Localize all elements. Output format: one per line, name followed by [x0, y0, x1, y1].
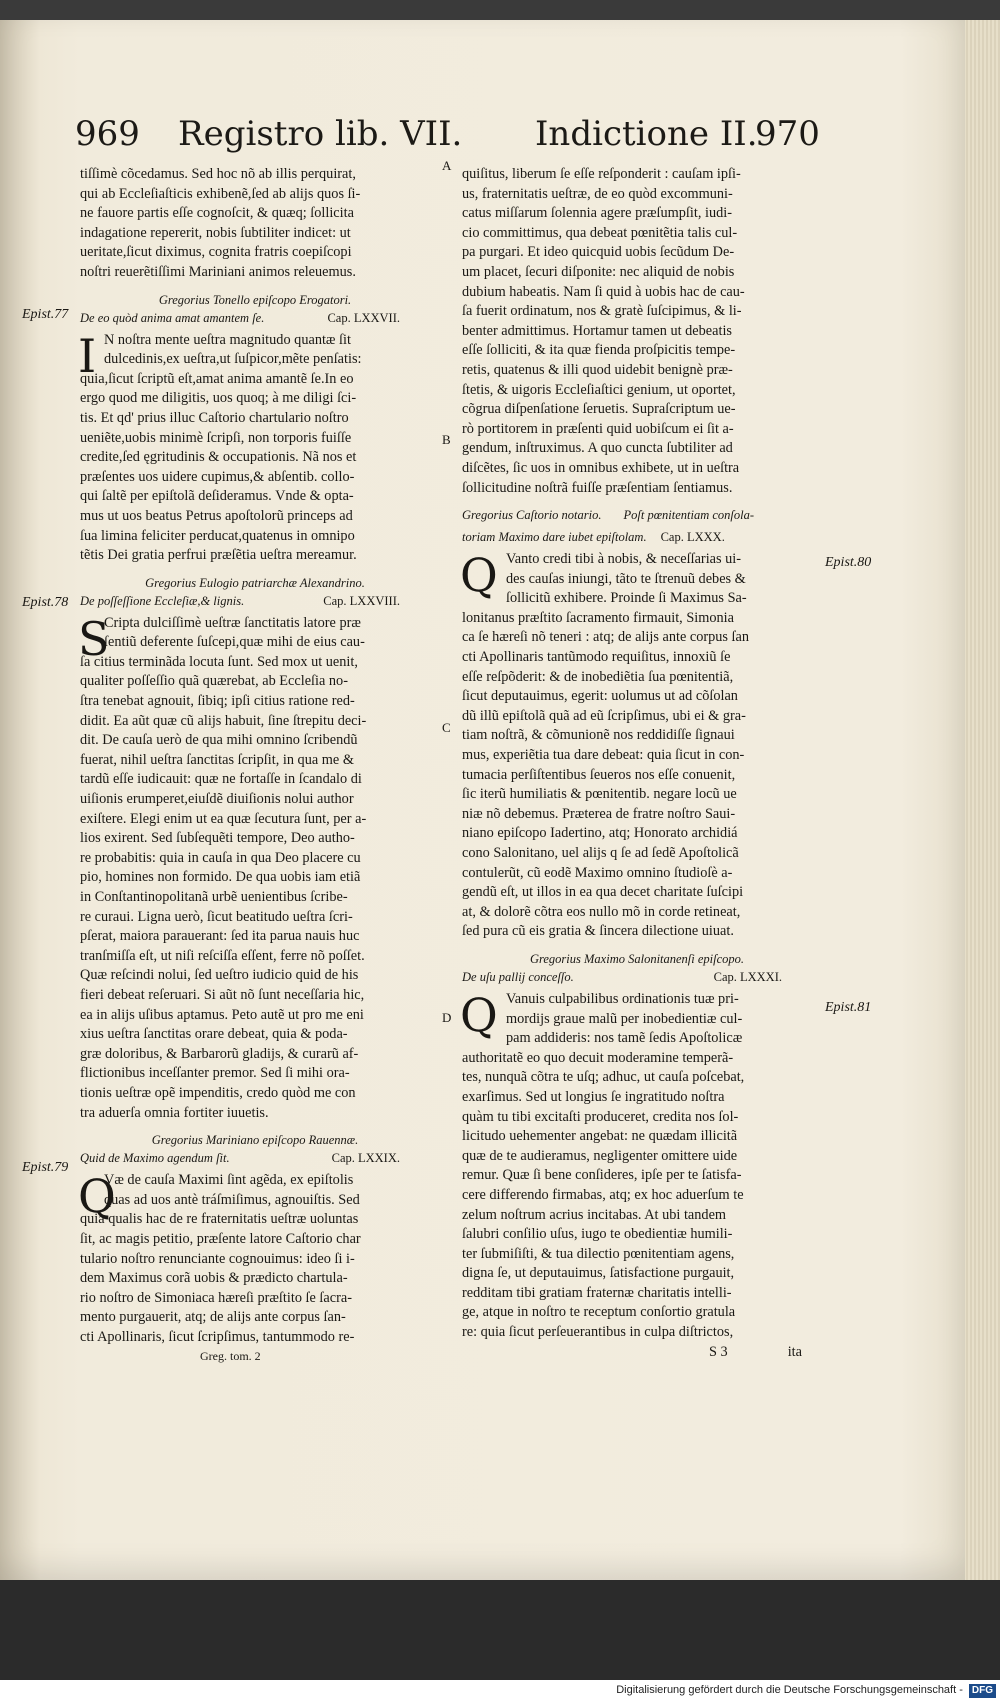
text-line: ſalubri conſilio uſus, iugo te obedientiæ humili-: [462, 1226, 733, 1243]
text-line: ſed pura cũ eis gratia & ſincera dilectione uiuat.: [462, 923, 734, 940]
text-line: tes, nunquã cõtra te uſq; adhuc, ut cauſa poſcebat,: [462, 1069, 745, 1086]
text-line: Vanuis culpabilibus ordinationis tuæ pri-: [506, 990, 739, 1007]
section-mark-b: B: [442, 432, 451, 447]
text-line: qui ab Eccleſiaſticis exhibenẽ,ſed ab alijs quos ſi-: [80, 185, 361, 202]
text-line: tra aduerſa omnia fortiter iuuetis.: [80, 1104, 269, 1121]
text-line: remur. Quæ ſi bene conſideres, ipſe per te ſatisfa-: [462, 1167, 742, 1184]
text-line: cere differendo firmabas, atq; ex hoc aduerſum te: [462, 1186, 744, 1203]
text-line: quiſitus, liberum ſe eſſe reſponderit : cauſam ipſi-: [462, 166, 741, 182]
page-foot-row: [462, 1343, 812, 1363]
text-line: retis, quatenus & illi quod uidebit benignè præ-: [462, 361, 733, 378]
text-line: dit. De cauſa uerò de qua mihi omnino ſcribendũ: [80, 732, 358, 749]
drop-cap: Q: [460, 548, 498, 603]
letter-79-subject: Quid de Maximo agendum ſit.: [80, 1151, 230, 1166]
letter-78-body: [78, 611, 430, 1123]
letter-80-subject-row: [462, 528, 812, 546]
text-line: exiſtere. Elegi enim ut ea quæ ſecutura ſunt, per a-: [80, 810, 367, 827]
running-head-right: Indictione II.: [535, 114, 758, 154]
text-line: ea in alijs uſibus aptamus. Peto autẽ ut pro me eni: [80, 1006, 364, 1023]
text-line: cti Apollinaris, ſicut ſcripſimus, tantummodo re-: [80, 1328, 355, 1345]
letter-80-subject-2: toriam Maximo dare iubet epiſtolam.: [462, 530, 647, 545]
text-line: cõgrua diſpenſatione ſeruetis. Supraſcriptum ue-: [462, 401, 736, 418]
letter-80-chapter: Cap. LXXX.: [660, 530, 725, 545]
text-line: tionis ueſtræ opẽ impenditis, credo quòd me con: [80, 1084, 356, 1101]
text-line: tardũ eſſe iudicauit: quæ ne fortaſſe in ſcandalo di: [80, 771, 362, 788]
text-line: zelum noſtrum acrius incitabas. At ubi tandem: [462, 1206, 727, 1223]
folio-number-right: 970: [755, 114, 820, 154]
text-line: noſtri reuerẽtiſſimi Mariniani animos releuemus.: [80, 263, 356, 280]
letter-80-heading: Gregorius Caſtorio notario.: [462, 508, 602, 523]
text-line: gendũ eſt, ut illos in ea qua decet charitate ſuſcipi: [462, 884, 744, 901]
text-line: tẽtis Dei gratia perfrui præſẽtia ueſtra mereamur.: [80, 547, 357, 564]
text-line: ſollicitũ exhibere. Proinde ſi Maximus Sa-: [506, 590, 747, 607]
margin-note-epist-78: Epist.78: [22, 595, 69, 610]
text-line: ſentiũ deferente ſuſcepi,quæ mihi de eius cau-: [104, 634, 365, 651]
margin-note-epist-80: Epist.80: [825, 555, 872, 570]
text-line: tumacia perſiſtentibus ſeueros nos eſſe conuenit,: [462, 766, 736, 783]
margin-note-epist-77: Epist.77: [22, 307, 69, 322]
text-line: ſic iterũ humiliatis & pœnitentib. negare locũ ue: [462, 786, 737, 803]
text-line: rò portitorem in præſenti quid uobiſcum ei ſit a-: [462, 420, 734, 437]
drop-cap: Q: [460, 987, 498, 1042]
letter-79-chapter: Cap. LXXIX.: [331, 1151, 400, 1166]
letter-78-subject-row: [80, 592, 430, 610]
text-line: dem Maximus corã uobis & prædicto chartula-: [80, 1270, 348, 1287]
drop-cap: I: [78, 328, 97, 383]
letter-79-subject-row: [80, 1149, 430, 1167]
text-line: re probabitis: quia in cauſa in qua Deo placere cu: [80, 849, 361, 866]
folio-number-left: 969: [75, 114, 140, 154]
footer-text: Digitalisierung gefördert durch die Deutsche Forschungsgemeinschaft -: [616, 1684, 963, 1696]
text-line: rio noſtro de Simoniaca hæreſi præſtito ſe ſacra-: [80, 1289, 352, 1306]
text-line: catus miſſarum ſolennia agere præſumpſit, iudi-: [462, 205, 732, 222]
text-line: contulerũt, cũ eodẽ Maximo omnino ſtudioſè a-: [462, 864, 733, 881]
text-line: credite,ſed ęgritudinis & occupationis. Nã nos et: [80, 449, 357, 466]
dfg-logo: DFG: [969, 1684, 996, 1698]
letter-77-body: [78, 328, 430, 566]
text-line: redditam tibi gratiam fraternæ charitatis intelli-: [462, 1284, 732, 1301]
digitization-footer: [0, 1680, 1000, 1700]
text-line: Cripta dulciſſimè ueſtræ ſanctitatis latore præ: [104, 614, 361, 631]
letter-77-subject-row: [80, 309, 430, 327]
margin-note-epist-79: Epist.79: [22, 1160, 69, 1175]
letter-77-subject: De eo quòd anima amat amantem ſe.: [80, 310, 265, 325]
drop-cap: Q: [78, 1169, 116, 1224]
text-line: tis. Et qd' prius illuc Caſtorio chartulario noſtro: [80, 409, 349, 426]
text-line: pſerat, maiora parauerant: ſed ita parua nauis huc: [80, 928, 360, 945]
catchword-left: Greg. tom. 2: [200, 1349, 261, 1364]
running-head-left: Registro lib. VII.: [178, 114, 463, 154]
letter-81-subject-row: [462, 968, 812, 986]
spacer: [462, 498, 812, 506]
text-line: mus ut uos beatus Petrus apoſtolorũ princeps ad: [80, 507, 353, 524]
text-line: flictionibus inceſſanter premor. Sed ſi mihi ora-: [80, 1065, 350, 1082]
section-mark-d: D: [442, 1010, 452, 1025]
left-intro: [80, 165, 430, 283]
text-line: dũ illũ epiſtolã quã ad eũ ſcripſimus, ubi ei & gra-: [462, 707, 746, 724]
text-line: quàm tu tibi excitaſti produceret, credita nos ſol-: [462, 1108, 739, 1125]
text-line: N noſtra mente ueſtra magnitudo quantæ ſit: [104, 331, 351, 348]
letter-78-subject: De poſſeſſione Eccleſiæ,& lignis.: [80, 593, 245, 608]
text-line: eſſe ſolliciti, & ita quæ fienda proſpicitis tempe-: [462, 342, 736, 359]
text-line: ueniẽte,uobis minimè ſcripſi, non torporis fuiſſe: [80, 429, 352, 446]
text-line: fieri debeat reſeruari. Si aũt nõ ſunt neceſſaria hic,: [80, 986, 365, 1003]
text-line: quas ad uos antè tráſmiſimus, agnouiſtis. Sed: [104, 1191, 360, 1208]
text-line: pio, homines non formido. De qua uobis iam etiã: [80, 869, 361, 886]
text-line: ter ſubmiſiſti, & tua dilectio pœnitentiam agens,: [462, 1245, 735, 1262]
letter-79-heading: Gregorius Mariniano epiſcopo Rauennæ.: [151, 1133, 359, 1148]
text-line: mordijs graue malũ per inobedientiæ cul-: [506, 1010, 743, 1027]
text-line: ſtra tenebat agnouit, ſibiq; ipſi citius ratione red-: [80, 693, 355, 710]
text-line: re: quia ſicut perſeuerantibus in culpa diſtrictos,: [462, 1324, 734, 1341]
section-mark-c: C: [442, 720, 451, 735]
book-page-edges: [960, 20, 1000, 1580]
text-line: ſua limina feliciter perducat,quatenus in omnipo: [80, 527, 355, 544]
text-line: ueritate,ſicut diximus, cognita fratris coepiſcopi: [80, 244, 352, 261]
text-line: benter admittimus. Hortamur tamen ut debeatis: [462, 322, 732, 339]
text-line: gendum, inſtruximus. A quo cuncta ſubtiliter ad: [462, 440, 733, 457]
letter-79-body: [80, 1171, 430, 1347]
text-line: lios exirent. Sed ſubſequẽti tempore, Deo autho-: [80, 830, 355, 847]
text-line: ne fauore partis eſſe cognoſcit, & quæq; ſollicita: [80, 205, 354, 222]
text-line: mus, experiẽtia tua dare debeat: quia ſicut in con-: [462, 747, 745, 764]
text-line: ca ſe hæreſi nõ teneri : atq; de alijs ante corpus ſan: [462, 629, 750, 646]
text-line: qualiter poſſeſſio quã quærebat, ab Eccleſia no-: [80, 673, 348, 690]
text-line: xius ueſtra ſanctitas orare debeat, quia & poda-: [80, 1026, 348, 1043]
drop-cap: S: [78, 611, 110, 666]
text-line: Vanto credi tibi à nobis, & neceſſarias ui-: [506, 551, 742, 568]
text-line: exarſimus. Sed ut longius ſe ingratitudo noſtra: [462, 1088, 725, 1105]
letter-78-heading: Gregorius Eulogio patriarchæ Alexandrino.: [145, 575, 365, 590]
text-line: ſicut deputauimus, egerit: uolumus ut ad cõſolan: [462, 688, 738, 705]
text-line: tiam noſtrã, & cõmunionẽ nos reddidiſſe ſignaui: [462, 727, 735, 744]
text-line: des cauſas iniungi, tãto te ſtrenuũ debes &: [506, 570, 746, 587]
text-line: cono Salonitano, uel alijs q ſe ad ſedẽ Apoſtolicã: [462, 845, 739, 861]
text-line: niæ nõ debemus. Præterea de fratre noſtro Saui-: [462, 805, 736, 822]
text-line: at, & dolorẽ cõtra eos nullo mõ in corde retineat,: [462, 903, 741, 920]
text-line: uiſionis erumperet,eiuſdẽ diuiſionis nolui author: [80, 791, 354, 808]
text-line: ſa citius terminãda locuta ſunt. Sed mox ut uenit,: [80, 653, 358, 670]
text-line: Quæ reſcindi nolui, ſed ueſtro iudicio quid de his: [80, 967, 359, 984]
text-line: græ doloribus, & Barbarorũ gladijs, & curarũ af-: [80, 1045, 359, 1062]
letter-80-body: [462, 550, 812, 942]
letter-81-body: [460, 987, 812, 1343]
letter-81-chapter: Cap. LXXXI.: [713, 969, 782, 984]
letter-80-subject-1: Poſt pœnitentiam conſola-: [623, 508, 755, 523]
text-line: quia,ſicut ſcriptũ eſt,amat anima amantẽ ſe.In eo: [80, 370, 354, 387]
signature-mark: S 3: [709, 1343, 728, 1360]
right-intro: [462, 165, 812, 498]
text-line: dubium habeatis. Nam ſi quid à uobis hac de cau-: [462, 283, 745, 300]
text-line: authoritatẽ eo quo decuit moderamine temperã-: [462, 1049, 734, 1066]
text-line: diſcẽtes, ſic uos in omnibus exhibete, ut in ueſtra: [462, 459, 740, 476]
letter-80-heading-row: [462, 506, 812, 524]
letter-81-heading: Gregorius Maximo Salonitanenſi epiſcopo.: [529, 951, 745, 966]
text-line: ſtetis, & uigoris Eccleſiaſtici genium, ut oportet,: [462, 381, 736, 398]
text-line: dulcedinis,ex ueſtra,ut ſuſpicor,mẽte penſatis:: [104, 351, 362, 368]
text-line: niano epiſcopo Iadertino, atq; Honorato archidiá: [462, 825, 738, 842]
text-line: quæ de te audieramus, negligenter omittere uide: [462, 1147, 738, 1164]
text-line: ge, atque in noſtro te receptum conſortio gratula: [462, 1304, 736, 1321]
text-line: cio committimus, qua debeat pœnitẽtia talis cul-: [462, 224, 738, 241]
text-line: pa purgari. Et ideo quicquid uobis ſecũdum De-: [462, 244, 735, 261]
text-line: lonitanus præſtito ſacramento firmauit, Simonia: [462, 609, 734, 626]
section-mark-a: A: [442, 158, 452, 173]
text-line: tiſſimè cõcedamus. Sed hoc nõ ab illis perquirat,: [80, 166, 356, 182]
text-line: ergo quod me diligitis, uos quoq; à me diligi ſci-: [80, 390, 357, 407]
text-line: ſollicitudine noſtrã fuiſſe præſentiam ſentiamus.: [462, 479, 733, 496]
text-line: in Conſtantinopolitanã urbẽ uenientibus ſcribe-: [80, 889, 348, 905]
text-line: fuerat, nihil ueſtra ſanctitas ſcripſit, in qua me &: [80, 751, 354, 768]
text-line: licitudo uehementer angebat: ne quædam illicitã: [462, 1128, 738, 1145]
text-line: didit. Ea aũt quæ cũ alijs habuit, ſine ſtrepitu deci-: [80, 712, 367, 729]
text-line: ſa fuerit ordinatum, nos & gratè ſuſcipimus, & li-: [462, 303, 742, 320]
letter-78-chapter: Cap. LXXVIII.: [323, 593, 400, 608]
text-line: digna ſe, ut deputauimus, ſatisfactione purgauit,: [462, 1265, 735, 1282]
letter-77-chapter: Cap. LXXVII.: [327, 310, 400, 325]
right-column: [462, 165, 812, 1362]
text-line: cti Apollinaris tantũmodo requiſitus, innoxiũ ſe: [462, 649, 731, 666]
letter-77-heading: Gregorius Tonello epiſcopo Erogatori.: [158, 292, 352, 307]
margin-note-epist-81: Epist.81: [825, 1000, 872, 1015]
text-line: quia qualis hac de re fraternitatis ueſtræ uoluntas: [80, 1211, 359, 1228]
text-line: eſſe reſpõderit: & de inobediẽtia ſua pœnitentiã,: [462, 668, 734, 685]
text-line: præſentes uos uidere cupimus,& abſentib. collo-: [80, 468, 355, 485]
left-column: [80, 165, 430, 1367]
text-line: indagatione repererit, nobis ſubtiliter indicet: ut: [80, 224, 351, 241]
text-line: us, fraternitatis ueſtræ, de eo quòd excommuni-: [462, 185, 733, 202]
catchword-right: ita: [787, 1343, 802, 1360]
text-line: mento purgauerit, atq; de alijs ante corpus ſan-: [80, 1309, 346, 1326]
text-line: Væ de cauſa Maximi ſint agẽda, ex epiſtolis: [104, 1172, 354, 1189]
text-line: tulario noſtro renunciante cognouimus: ideo ſi i-: [80, 1250, 355, 1267]
text-line: um placet, ſecuri diſponite: nec aliquid de nobis: [462, 263, 735, 280]
text-line: re curaui. Ligna uerò, ſicut beatitudo ueſtra ſcri-: [80, 908, 353, 925]
text-line: ſit, ac magis petitio, præſente latore Caſtorio char: [80, 1230, 361, 1247]
text-line: pam addideris: nos tamẽ ſedis Apoſtolicæ: [506, 1030, 743, 1047]
text-line: tranſmiſſa eſt, ut niſi reſciſſa eſſent, ferre nõ poſſet.: [80, 947, 365, 964]
text-line: qui ſaltẽ per epiſtolã deſideramus. Vnde & opta-: [80, 488, 354, 505]
letter-81-subject: De uſu pallij conceſſo.: [462, 969, 574, 984]
book-page: [0, 20, 965, 1580]
